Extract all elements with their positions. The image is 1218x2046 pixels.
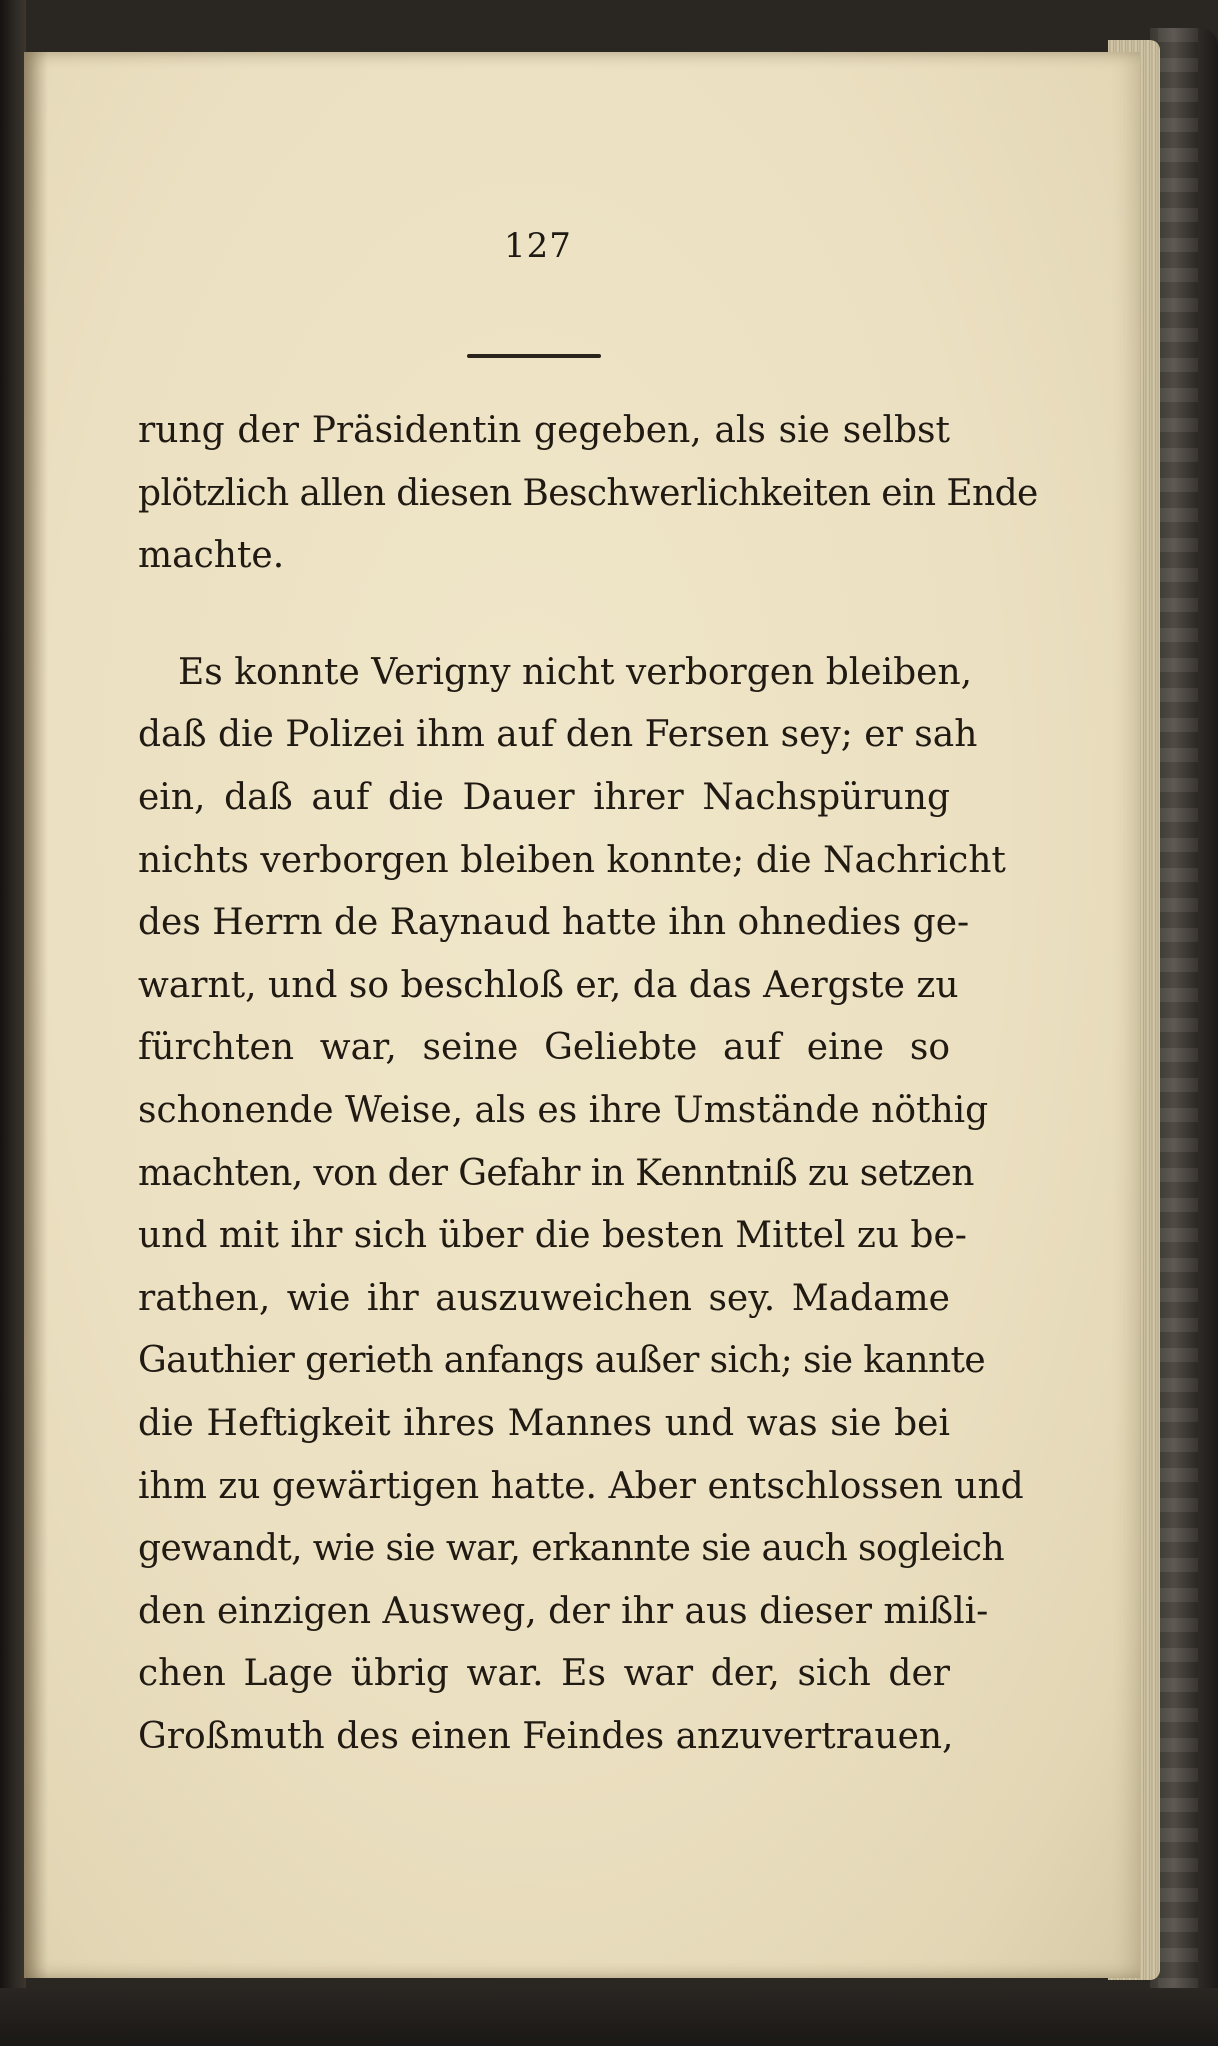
text-line: die Heftigkeit ihres Mannes und was sie bei xyxy=(138,1402,950,1444)
text-line: fürchten war, seine Geliebte auf eine so xyxy=(138,1027,950,1069)
text-line: Großmuth des einen Feindes anzuvertrauen, xyxy=(138,1715,954,1757)
text-line: rathen, wie ihr auszuweichen sey. Madame xyxy=(138,1277,950,1319)
text-line: daß die Polizei ihm auf den Fersen sey; er sah xyxy=(138,714,978,756)
text-line: ihm zu gewärtigen hatte. Aber entschlossen und xyxy=(138,1465,1024,1507)
body-text xyxy=(138,400,1038,1768)
text-line: machten, von der Gefahr in Kenntniß zu setzen xyxy=(138,1152,974,1194)
text-line: ein, daß auf die Dauer ihrer Nachspürung xyxy=(138,776,950,818)
book-page xyxy=(24,52,1140,1978)
paragraph xyxy=(138,400,1038,588)
page-number: 127 xyxy=(504,226,572,266)
text-line: gewandt, wie sie war, erkannte sie auch sogleich xyxy=(138,1528,1005,1570)
text-line: Es konnte Verigny nicht verborgen bleiben, xyxy=(178,651,973,693)
text-line: nichts verborgen bleiben konnte; die Nachricht xyxy=(138,839,1006,881)
paragraph xyxy=(138,642,1024,1769)
text-line: rung der Präsidentin gegeben, als sie selbst xyxy=(138,410,950,451)
text-line: warnt, und so beschloß er, da das Aergste zu xyxy=(138,964,959,1006)
text-line: schonende Weise, als es ihre Umstände nöthig xyxy=(138,1089,989,1131)
book-cover-bottom xyxy=(0,1988,1218,2046)
text-line: des Herrn de Raynaud hatte ihn ohnedies ge- xyxy=(138,902,970,944)
header-rule xyxy=(467,354,601,358)
text-line: Gauthier gerieth anfangs außer sich; sie kannte xyxy=(138,1340,986,1382)
text-line: plötzlich allen diesen Beschwerlichkeiten ein Ende xyxy=(138,472,1038,514)
text-line: machte. xyxy=(138,535,285,577)
text-line: chen Lage übrig war. Es war der, sich der xyxy=(138,1653,950,1695)
paragraph-gap xyxy=(138,588,950,642)
text-line: den einzigen Ausweg, der ihr aus dieser mißli- xyxy=(138,1590,989,1632)
book-cover-edge xyxy=(1150,28,1218,2008)
book-binding-left xyxy=(0,0,26,2046)
text-line: und mit ihr sich über die besten Mittel zu be- xyxy=(138,1215,967,1257)
